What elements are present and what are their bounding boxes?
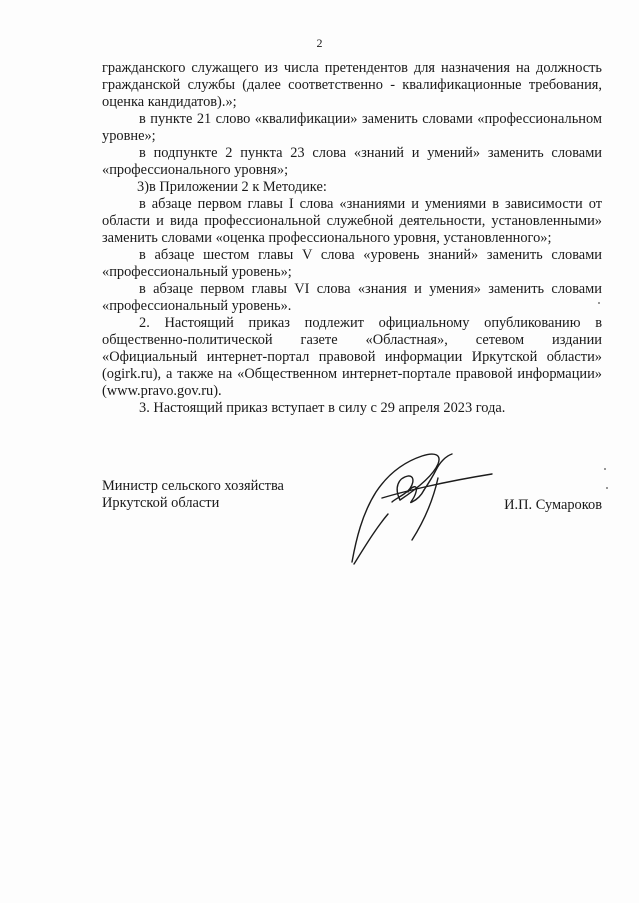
signer-name: И.П. Сумароков	[504, 497, 602, 513]
paragraph-effective-date: 3. Настоящий приказ вступает в силу с 29 апреля 2023 года.	[139, 400, 506, 416]
scan-speck	[598, 302, 600, 304]
document-body	[102, 60, 602, 417]
handwritten-signature	[342, 444, 502, 574]
paragraph-item-21: в пункте 21 слово «квалификации» заменить словами «профессиональном уровне»;	[102, 111, 602, 144]
paragraph-chapter-5: в абзаце шестом главы V слова «уровень знаний» заменить словами «профессиональный уровень»;	[102, 247, 602, 280]
scan-speck	[604, 468, 606, 470]
signature-block	[102, 478, 602, 588]
paragraph-chapter-1: в абзаце первом главы I слова «знаниями и умениями в зависимости от области и вида профессиональной служебной деятельности, установленными» заменить словами «оценка профессионального уровня, установленного»;	[102, 196, 602, 246]
page-number: 2	[316, 36, 323, 50]
signer-position-line1: Министр сельского хозяйства	[102, 478, 284, 494]
paragraph-appendix-2: 3)в Приложении 2 к Методике:	[137, 179, 327, 195]
paragraph-publication: 2. Настоящий приказ подлежит официальному опубликованию в общественно-политической газете «Областная», сетевом издании «Официальный интернет-портал правовой информации Иркутской области» (ogirk.ru), а также на «Общественном интернет-портале правовой информации» (www.pravo.gov.ru).	[102, 315, 602, 399]
signer-position	[102, 478, 284, 512]
signer-position-line2: Иркутской области	[102, 495, 220, 511]
paragraph-continuation: гражданского служащего из числа претендентов для назначения на должность гражданской службы (далее соответственно - квалификационные требования, оценка кандидатов).»;	[102, 60, 602, 110]
paragraph-item-23: в подпункте 2 пункта 23 слова «знаний и умений» заменить словами «профессионального уровня»;	[102, 145, 602, 178]
scan-speck	[606, 487, 608, 489]
paragraph-chapter-6: в абзаце первом главы VI слова «знания и умения» заменить словами «профессиональный уровень».	[102, 281, 602, 314]
